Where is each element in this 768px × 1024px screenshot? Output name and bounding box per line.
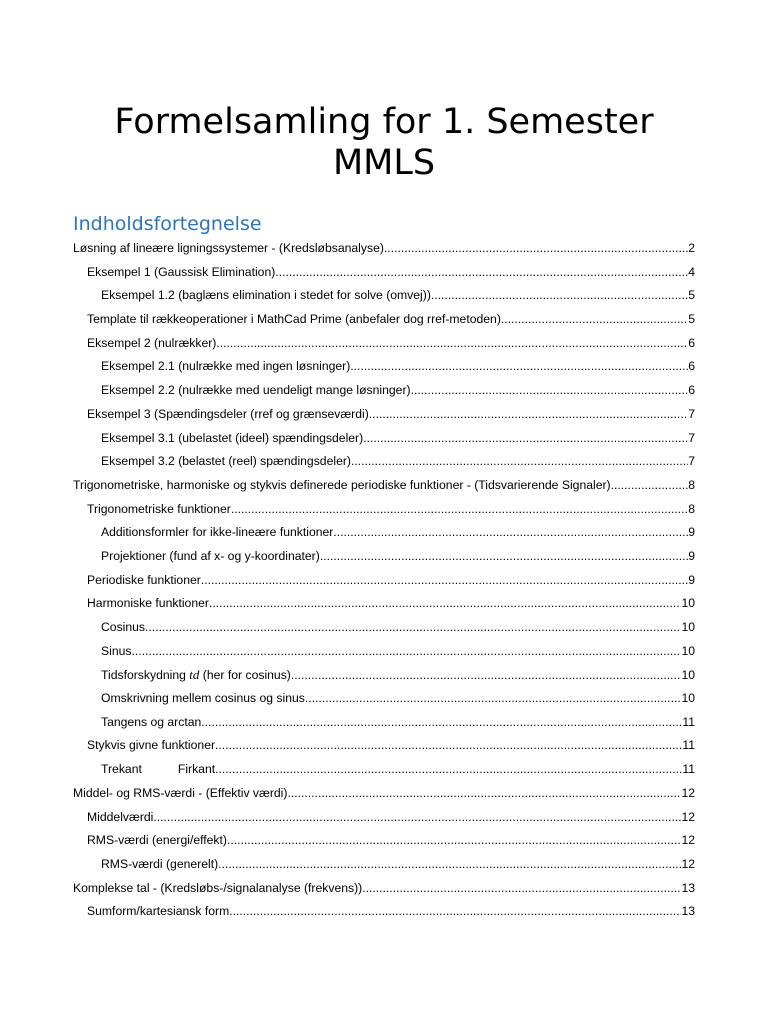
toc-dot-leader [201, 569, 688, 593]
toc-entry-text: RMS-værdi (generelt) [101, 856, 219, 871]
toc-page-number: 9 [688, 548, 695, 563]
toc-entry-text: Tangens og arctan [101, 714, 202, 729]
toc-entry[interactable] [73, 782, 695, 806]
toc-entry[interactable] [73, 640, 695, 664]
toc-entry-text: Middelværdi [87, 809, 154, 824]
toc-dot-leader [369, 403, 688, 427]
toc-entry[interactable] [73, 237, 695, 261]
toc-entry[interactable] [73, 474, 695, 498]
toc-dot-leader [411, 379, 689, 403]
toc-dot-leader [201, 711, 682, 735]
toc-dot-leader [305, 687, 682, 711]
toc-dot-leader [363, 427, 688, 451]
toc-page-number: 12 [681, 856, 695, 871]
toc-entry[interactable] [73, 545, 695, 569]
toc-entry-text: Cosinus [101, 620, 146, 634]
toc-heading: Indholdsfortegnelse [73, 213, 262, 235]
document-title [0, 102, 768, 184]
toc-page-number: 7 [688, 406, 695, 421]
toc-entry-text-part: Firkant [177, 762, 216, 777]
toc-entry-text: Template til rækkeoperationer i MathCad Prime (anbefaler dog rref-metoden) [87, 312, 501, 327]
toc-dot-leader [209, 592, 682, 616]
toc-page-number: 8 [688, 501, 695, 516]
toc-entry[interactable] [73, 877, 695, 901]
toc-entry-text: Harmoniske funktioner [87, 596, 209, 611]
toc-entry-text: Sumform/kartesiansk form [87, 904, 230, 919]
toc-page-number: 10 [681, 691, 695, 706]
toc-entry[interactable] [73, 758, 695, 782]
toc-dot-leader [275, 261, 688, 285]
toc-entry[interactable] [73, 687, 695, 711]
toc-entry[interactable] [73, 450, 695, 474]
toc-entry-text-part: Tidsforskydning [101, 668, 190, 683]
toc-entry-text: RMS-værdi (energi/effekt) [87, 833, 227, 848]
toc-page-number: 8 [688, 477, 695, 492]
toc-dot-leader [351, 450, 688, 474]
toc-dot-leader [611, 474, 689, 498]
toc-entry[interactable] [73, 261, 695, 285]
toc-entry[interactable] [73, 829, 695, 853]
toc-entry-text: Eksempel 3.2 (belastet (reel) spændingsdeler) [101, 454, 351, 469]
toc-entry-text-part: (her for cosinus) [199, 668, 291, 683]
toc-dot-leader [431, 284, 688, 308]
toc-entry-text: Komplekse tal - (Kredsløbs-/signalanalyse (frekvens)) [73, 880, 363, 895]
toc-entry-text: Løsning af lineære ligningssystemer - (Kredsløbsanalyse) [73, 241, 384, 255]
toc-dot-leader [287, 782, 681, 806]
toc-dot-leader [229, 900, 681, 924]
toc-entry[interactable] [73, 734, 695, 758]
toc-entry[interactable] [73, 592, 695, 616]
toc-entry[interactable] [73, 403, 695, 427]
toc-page-number: 10 [681, 620, 695, 634]
toc-dot-leader [215, 758, 682, 782]
toc-entry-text-part: Trekant [101, 762, 142, 777]
toc-entry-text [101, 663, 291, 688]
toc-entry-text: Omskrivning mellem cosinus og sinus [101, 691, 305, 706]
toc-entry-italic-symbol: td [189, 667, 200, 683]
toc-dot-leader [216, 332, 688, 356]
toc-page-number: 7 [688, 454, 695, 469]
toc-dot-leader [132, 640, 682, 664]
toc-dot-leader [145, 616, 681, 640]
toc-entry-text: Periodiske funktioner [87, 572, 201, 587]
toc-entry-text: Projektioner (fund af x- og y-koordinater) [101, 548, 320, 563]
table-of-contents [73, 237, 695, 924]
toc-entry[interactable] [73, 616, 695, 640]
toc-page-number: 7 [688, 430, 695, 445]
toc-dot-leader [320, 545, 688, 569]
toc-dot-leader [291, 664, 682, 688]
toc-page-number: 6 [688, 335, 695, 350]
toc-entry-text: Sinus [101, 643, 132, 658]
toc-entry-text [101, 758, 215, 782]
toc-entry[interactable] [73, 711, 695, 735]
toc-dot-leader [501, 308, 688, 332]
toc-entry-text: Eksempel 2.1 (nulrække med ingen løsninger) [101, 359, 351, 374]
toc-page-number: 6 [688, 359, 695, 374]
toc-page-number: 12 [681, 785, 695, 800]
toc-page-number: 10 [681, 668, 695, 683]
toc-page-number: 4 [688, 264, 695, 279]
toc-entry[interactable] [73, 521, 695, 545]
toc-page-number: 13 [681, 880, 695, 895]
toc-entry-text: Eksempel 2 (nulrækker) [87, 335, 217, 350]
toc-dot-leader [231, 498, 688, 522]
toc-dot-leader [218, 853, 681, 877]
toc-page-number: 12 [681, 809, 695, 824]
toc-entry[interactable] [73, 355, 695, 379]
toc-entry-text: Eksempel 3 (Spændingsdeler (rref og grænseværdi) [87, 406, 369, 421]
toc-entry-text: Eksempel 2.2 (nulrække med uendeligt mange løsninger) [101, 383, 411, 398]
toc-page-number: 5 [688, 312, 695, 327]
toc-dot-leader [350, 355, 688, 379]
toc-entry[interactable] [73, 427, 695, 451]
title-line-1: Formelsamling for 1. Semester [114, 102, 654, 142]
toc-page-number: 9 [688, 572, 695, 587]
toc-dot-leader [215, 734, 682, 758]
toc-dot-leader [153, 806, 681, 830]
toc-entry[interactable] [73, 663, 695, 687]
toc-entry[interactable] [73, 569, 695, 593]
toc-page-number: 10 [681, 643, 695, 658]
toc-page-number: 10 [681, 596, 695, 611]
toc-page-number: 11 [682, 714, 695, 729]
toc-entry[interactable] [73, 379, 695, 403]
toc-dot-leader [333, 521, 688, 545]
toc-entry-text: Stykvis givne funktioner [87, 738, 216, 753]
toc-page-number: 13 [681, 904, 695, 919]
toc-entry[interactable] [73, 308, 695, 332]
toc-entry[interactable] [73, 853, 695, 877]
toc-dot-leader [227, 829, 681, 853]
toc-entry-text: Trigonometriske funktioner [87, 501, 231, 516]
toc-page-number: 11 [682, 738, 695, 753]
toc-entry-text: Eksempel 1.2 (baglæns elimination i stedet for solve (omvej)) [101, 288, 431, 303]
toc-dot-leader [362, 877, 681, 901]
toc-entry-text: Eksempel 1 (Gaussisk Elimination) [87, 264, 276, 279]
toc-entry-text: Middel- og RMS-værdi - (Effektiv værdi) [73, 785, 288, 800]
toc-entry-text: Eksempel 3.1 (ubelastet (ideel) spændingsdeler) [101, 430, 364, 445]
toc-entry[interactable] [73, 284, 695, 308]
toc-page-number: 11 [682, 762, 695, 777]
toc-page-number: 5 [688, 288, 695, 303]
toc-entry[interactable] [73, 900, 695, 924]
toc-entry[interactable] [73, 498, 695, 522]
toc-page-number: 6 [688, 383, 695, 398]
toc-entry[interactable] [73, 332, 695, 356]
toc-page-number: 9 [688, 525, 695, 540]
toc-entry[interactable] [73, 806, 695, 830]
toc-dot-leader [384, 237, 688, 261]
toc-entry-text: Additionsformler for ikke-lineære funktioner [101, 525, 334, 540]
toc-page-number: 2 [688, 241, 695, 255]
toc-page-number: 12 [681, 833, 695, 848]
title-line-2: MMLS [332, 143, 436, 183]
toc-entry-text: Trigonometriske, harmoniske og stykvis definerede periodiske funktioner - (Tidsvarierende Signaler) [73, 477, 611, 492]
